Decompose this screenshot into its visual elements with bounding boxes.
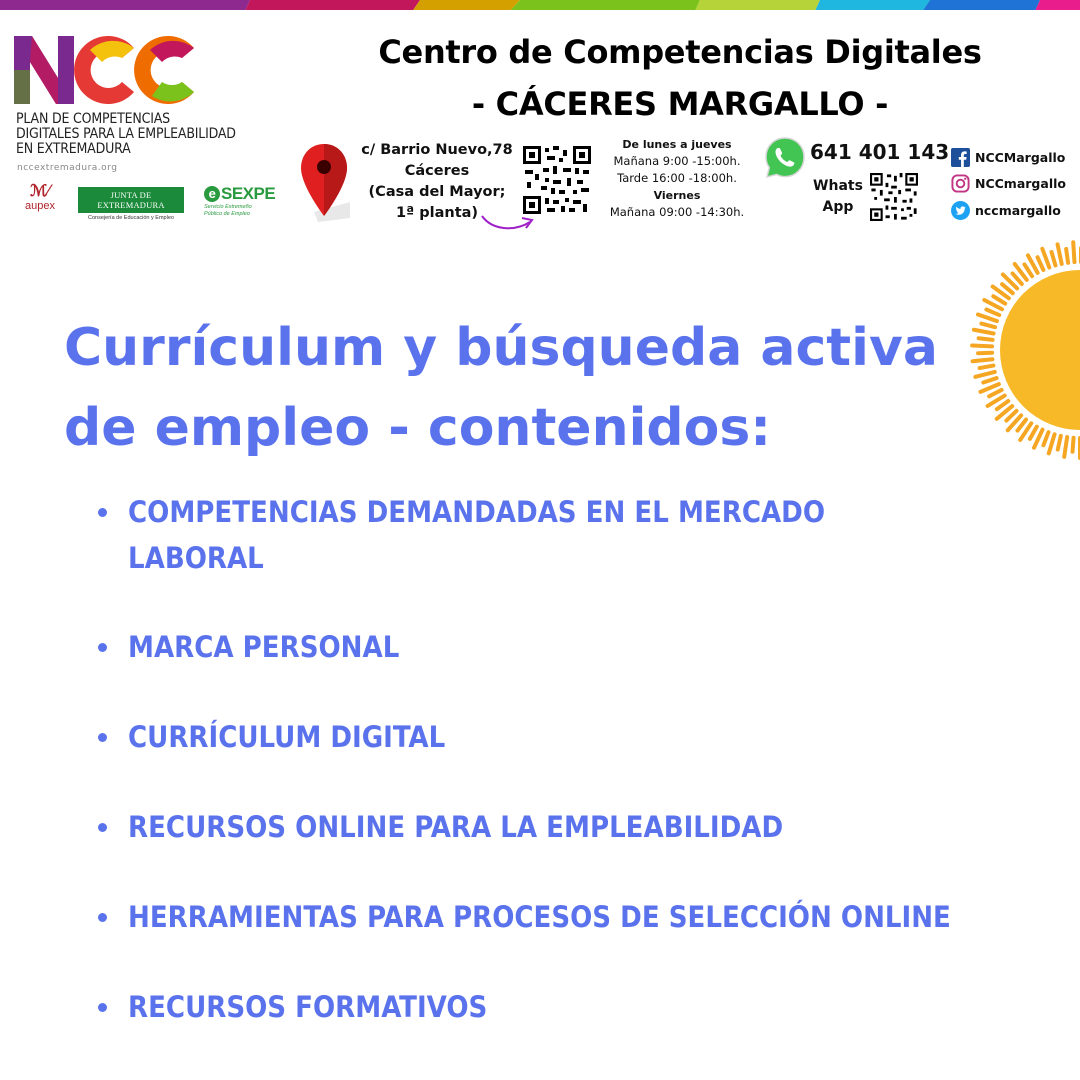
list-item bbox=[94, 984, 1054, 1030]
sun-ray bbox=[1073, 242, 1074, 262]
aupex-label: aupex bbox=[25, 200, 55, 212]
sun-ray bbox=[986, 309, 999, 315]
whatsapp-qr-code[interactable] bbox=[870, 173, 918, 225]
address-line: 1ª planta) bbox=[395, 205, 479, 221]
junta-label: JUNTA DE EXTREMADURA bbox=[78, 187, 184, 213]
facebook-icon bbox=[951, 148, 970, 167]
sun-ray bbox=[1064, 437, 1067, 457]
plan-line: EN EXTREMADURA bbox=[16, 141, 131, 157]
website-url[interactable]: nccextremadura.org bbox=[17, 163, 118, 173]
hours-heading-week: De lunes a jueves bbox=[622, 138, 732, 151]
junta-sub-label: Consejería de Educación y Empleo bbox=[88, 215, 174, 221]
page-title bbox=[64, 308, 964, 468]
aupex-mark-icon: ℳ⁄ bbox=[30, 181, 50, 200]
twitter-handle: nccmargallo bbox=[975, 202, 1061, 218]
list-item bbox=[94, 714, 1054, 760]
sun-ray bbox=[1042, 249, 1049, 268]
page-title-line-2: de empleo - contenidos: bbox=[64, 398, 772, 458]
address-line: Cáceres bbox=[404, 163, 470, 179]
sun-ray bbox=[1049, 434, 1055, 453]
list-item-text: COMPETENCIAS DEMANDADAS EN EL MERCADO bbox=[128, 495, 826, 529]
plan-line: PLAN DE COMPETENCIAS bbox=[16, 111, 170, 127]
sun-ray bbox=[981, 324, 995, 328]
sun-ray bbox=[1030, 427, 1037, 439]
instagram-handle: NCCmargallo bbox=[975, 176, 1066, 192]
address-line: (Casa del Mayor; bbox=[368, 184, 506, 200]
aupex-logo bbox=[16, 182, 64, 212]
opening-hours bbox=[606, 136, 748, 221]
list-item-text: HERRAMIENTAS PARA PROCESOS DE SELECCIÓN ONLINE bbox=[128, 900, 951, 934]
whatsapp-label bbox=[810, 176, 866, 218]
list-item-text: RECURSOS ONLINE PARA LA EMPLEABILIDAD bbox=[128, 810, 784, 844]
hours-friday-morning: Mañana 09:00 -14:30h. bbox=[609, 205, 745, 219]
sexpe-e-icon: e bbox=[204, 186, 220, 202]
ncc-logo-icon bbox=[12, 30, 197, 110]
instagram-icon bbox=[951, 174, 970, 193]
address-line: c/ Barrio Nuevo,78 bbox=[361, 142, 513, 158]
twitter-icon bbox=[951, 201, 970, 220]
curved-arrow-icon bbox=[478, 206, 538, 238]
hours-morning: Mañana 9:00 -15:00h. bbox=[613, 154, 741, 168]
facebook-handle: NCCMargallo bbox=[975, 149, 1066, 165]
sun-ray bbox=[1013, 273, 1022, 284]
sun-ray bbox=[1052, 252, 1056, 265]
sun-ray bbox=[972, 345, 992, 346]
hours-afternoon: Tarde 16:00 -18:00h. bbox=[617, 171, 737, 185]
contents-list bbox=[94, 489, 1054, 1030]
list-item-text: MARCA PERSONAL bbox=[128, 630, 400, 664]
sun-ray bbox=[997, 401, 1008, 409]
sun-ray bbox=[1002, 284, 1013, 293]
list-item bbox=[94, 489, 1054, 579]
sun-ray bbox=[983, 378, 996, 382]
sun-ray bbox=[1073, 438, 1074, 452]
sun-ray bbox=[973, 359, 993, 361]
title-line-1: Centro de Competencias Digitales bbox=[378, 33, 982, 71]
whatsapp-label-line: App bbox=[822, 199, 854, 215]
page-title-line-1: Currículum y búsqueda activa bbox=[64, 318, 938, 378]
sun-ray bbox=[975, 372, 994, 377]
whatsapp-label-line: Whats bbox=[813, 178, 863, 194]
sexpe-sub-label: Público de Empleo bbox=[204, 211, 250, 217]
hours-heading-friday: Viernes bbox=[653, 189, 701, 202]
social-twitter[interactable] bbox=[951, 197, 1079, 224]
sexpe-sub-label: Servicio Extremeño bbox=[204, 204, 252, 210]
sun-ray bbox=[1066, 249, 1068, 263]
social-facebook[interactable] bbox=[951, 144, 1079, 171]
list-item bbox=[94, 894, 1054, 940]
sun-ray bbox=[1043, 432, 1048, 445]
ncc-logo-block bbox=[12, 30, 282, 230]
list-item-text: CURRÍCULUM DIGITAL bbox=[128, 720, 446, 754]
list-item bbox=[94, 804, 1054, 850]
sun-ray bbox=[979, 338, 993, 340]
sun-ray bbox=[1038, 257, 1044, 270]
phone-number[interactable]: 641 401 143 bbox=[810, 140, 950, 164]
social-links bbox=[951, 144, 1079, 224]
center-title bbox=[330, 26, 1030, 130]
title-line-2: - CÁCERES MARGALLO - bbox=[471, 85, 889, 123]
sun-ray bbox=[1017, 420, 1026, 431]
whatsapp-icon[interactable] bbox=[762, 135, 808, 185]
sun-ray bbox=[980, 366, 994, 368]
sun-ray bbox=[1006, 411, 1016, 421]
social-instagram[interactable] bbox=[951, 171, 1079, 198]
list-item bbox=[94, 624, 1054, 670]
sun-ray bbox=[1024, 264, 1032, 276]
sun-ray bbox=[974, 330, 994, 334]
junta-logo bbox=[78, 187, 184, 221]
sexpe-label: SEXPE bbox=[221, 184, 276, 203]
list-item-text: RECURSOS FORMATIVOS bbox=[128, 990, 488, 1024]
sun-ray bbox=[978, 314, 997, 321]
list-item-text: LABORAL bbox=[128, 541, 264, 575]
plan-line: DIGITALES PARA LA EMPLEABILIDAD bbox=[16, 126, 236, 142]
sun-ray bbox=[1058, 436, 1061, 450]
map-pin-icon bbox=[298, 140, 354, 226]
plan-text bbox=[16, 112, 236, 157]
sexpe-logo bbox=[204, 184, 284, 218]
sun-ray bbox=[993, 296, 1005, 303]
sun-ray bbox=[989, 390, 1001, 396]
sun-ray bbox=[1058, 244, 1062, 264]
rainbow-top-bar bbox=[0, 0, 1080, 22]
partner-logos bbox=[12, 182, 282, 224]
sun-decoration-icon bbox=[960, 240, 1080, 464]
